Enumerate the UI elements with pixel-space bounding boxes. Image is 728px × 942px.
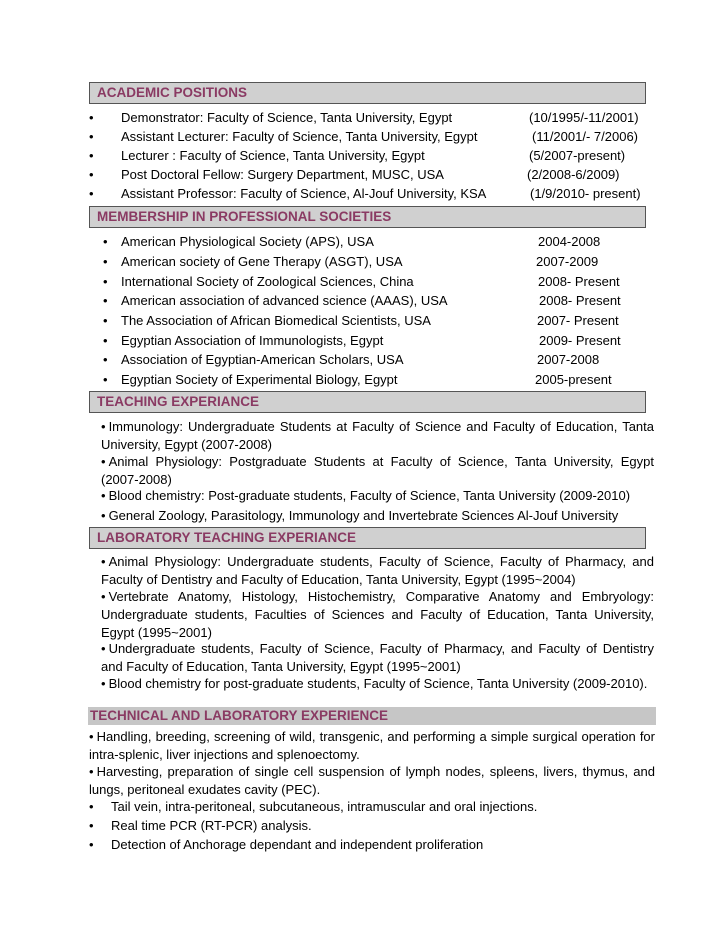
list-item	[101, 453, 654, 489]
list-item	[101, 487, 654, 505]
list-item	[101, 588, 654, 642]
teaching-item-text: Animal Physiology: Postgraduate Students at Faculty of Science, Tanta University, Egypt (2007-2008)	[101, 454, 654, 487]
list-item	[101, 640, 654, 676]
technical-heading	[88, 707, 656, 725]
bullet: •	[89, 186, 94, 201]
bullet: •	[89, 129, 94, 144]
position-date: (2/2008-6/2009)	[527, 167, 620, 182]
list-item	[101, 507, 654, 525]
lab-teaching-heading	[89, 527, 646, 549]
teaching-item-text: Blood chemistry: Post-graduate students, Faculty of Science, Tanta University (2009-2010)	[108, 488, 631, 503]
membership-years: 2008- Present	[539, 293, 621, 308]
society-name: Egyptian Association of Immunologists, Egypt	[121, 333, 384, 348]
bullet: •	[89, 729, 94, 744]
membership-title: MEMBERSHIP IN PROFESSIONAL SOCIETIES	[97, 209, 392, 224]
position-text: Assistant Lecturer: Faculty of Science, Tanta University, Egypt	[121, 129, 478, 144]
position-text: Post Doctoral Fellow: Surgery Department, MUSC, USA	[121, 167, 444, 182]
society-name: Egyptian Society of Experimental Biology, Egypt	[121, 372, 398, 387]
membership-heading	[89, 206, 646, 228]
technical-item-text: Harvesting, preparation of single cell suspension of lymph nodes, spleens, livers, thymus, and lungs, peritoneal exudates cavity (PEC).	[89, 764, 655, 797]
bullet: •	[103, 254, 108, 269]
bullet: •	[101, 488, 106, 503]
bullet: •	[89, 764, 94, 779]
position-date: (1/9/2010- present)	[530, 186, 641, 201]
position-text: Demonstrator: Faculty of Science, Tanta University, Egypt	[121, 110, 453, 125]
lab-teaching-item-text: Undergraduate students, Faculty of Science, Faculty of Pharmacy, and Faculty of Dentistry and Faculty of Education, Tanta University, Egypt (1995~2001)	[101, 641, 654, 674]
lab-teaching-item-text: Vertebrate Anatomy, Histology, Histochemistry, Comparative Anatomy and Embryology: Undergraduate students, Faculties of Sciences and Faculty of Education, Tanta University, Egypt (1995~2001)	[101, 589, 654, 640]
bullet: •	[103, 372, 108, 387]
society-name: International Society of Zoological Sciences, China	[121, 274, 414, 289]
society-name: American Physiological Society (APS), USA	[121, 234, 374, 249]
membership-years: 2009- Present	[539, 333, 621, 348]
position-date: (10/1995/-11/2001)	[529, 110, 639, 125]
position-text: Assistant Professor: Faculty of Science, Al-Jouf University, KSA	[121, 186, 487, 201]
technical-item-text: Real time PCR (RT-PCR) analysis.	[111, 818, 312, 833]
bullet: •	[101, 589, 106, 604]
technical-item-text: Handling, breeding, screening of wild, transgenic, and performing a simple surgical operation for intra-splenic, liver injections and splenoectomy.	[89, 729, 655, 762]
bullet: •	[103, 333, 108, 348]
bullet: •	[89, 167, 94, 182]
bullet: •	[89, 110, 94, 125]
technical-title: TECHNICAL AND LABORATORY EXPERIENCE	[90, 708, 389, 723]
membership-years: 2004-2008	[538, 234, 601, 249]
society-name: The Association of African Biomedical Scientists, USA	[121, 313, 431, 328]
position-text: Lecturer : Faculty of Science, Tanta University, Egypt	[121, 148, 425, 163]
teaching-heading	[89, 391, 646, 413]
list-item	[89, 728, 655, 764]
bullet: •	[101, 641, 106, 656]
list-item	[101, 418, 654, 454]
position-date: (5/2007-present)	[529, 148, 626, 163]
membership-years: 2007- Present	[537, 313, 619, 328]
list-item	[89, 763, 655, 799]
teaching-item-text: General Zoology, Parasitology, Immunology and Invertebrate Sciences Al-Jouf University	[108, 508, 619, 523]
lab-teaching-title: LABORATORY TEACHING EXPERIANCE	[97, 530, 357, 545]
society-name: American association of advanced science (AAAS), USA	[121, 293, 448, 308]
lab-teaching-item-text: Blood chemistry for post-graduate students, Faculty of Science, Tanta University (2009-2010).	[108, 676, 648, 691]
list-item	[101, 675, 654, 693]
membership-years: 2005-present	[535, 372, 612, 387]
lab-teaching-item-text: Animal Physiology: Undergraduate students, Faculty of Science, Faculty of Pharmacy, and Faculty of Dentistry and Faculty of Education, Tanta University, Egypt (1995~2004)	[101, 554, 654, 587]
bullet: •	[101, 554, 106, 569]
bullet: •	[101, 508, 106, 523]
membership-years: 2007-2009	[536, 254, 599, 269]
teaching-item-text: Immunology: Undergraduate Students at Faculty of Science and Faculty of Education, Tanta University, Egypt (2007-2008)	[101, 419, 654, 452]
bullet: •	[103, 313, 108, 328]
position-date: (11/2001/- 7/2006)	[532, 129, 638, 144]
membership-years: 2007-2008	[537, 352, 600, 367]
technical-item-text: Detection of Anchorage dependant and independent proliferation	[111, 837, 484, 852]
technical-item-text: Tail vein, intra-peritoneal, subcutaneous, intramuscular and oral injections.	[111, 799, 538, 814]
bullet: •	[89, 837, 94, 852]
academic-positions-heading	[89, 82, 646, 104]
academic-positions-title: ACADEMIC POSITIONS	[97, 85, 248, 100]
bullet: •	[103, 234, 108, 249]
bullet: •	[103, 274, 108, 289]
teaching-title: TEACHING EXPERIANCE	[97, 394, 260, 409]
society-name: Association of Egyptian-American Scholars, USA	[121, 352, 404, 367]
bullet: •	[101, 676, 106, 691]
bullet: •	[103, 352, 108, 367]
society-name: American society of Gene Therapy (ASGT), USA	[121, 254, 403, 269]
bullet: •	[89, 799, 94, 814]
bullet: •	[101, 419, 106, 434]
bullet: •	[101, 454, 106, 469]
list-item	[101, 553, 654, 589]
bullet: •	[89, 818, 94, 833]
membership-years: 2008- Present	[538, 274, 620, 289]
bullet: •	[89, 148, 94, 163]
bullet: •	[103, 293, 108, 308]
